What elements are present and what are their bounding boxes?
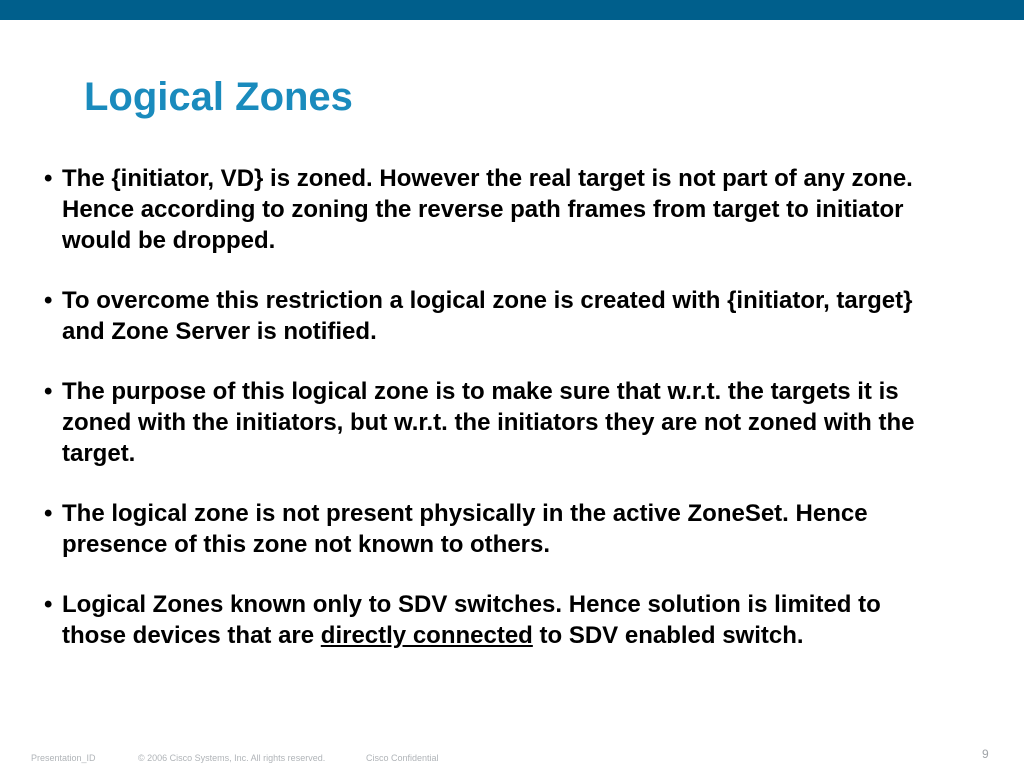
bullet-text: The purpose of this logical zone is to make sure that w.r.t. the targets it is zoned with the initiators, but w.r.t. the initiators they are not zoned with the target. xyxy=(62,378,915,467)
top-band xyxy=(0,0,1024,20)
bullet-item xyxy=(44,589,924,651)
bullet-marker: • xyxy=(44,287,53,314)
bullet-item xyxy=(44,498,924,560)
bullet-text: The {initiator, VD} is zoned. However the real target is not part of any zone. Hence according to zoning the reverse path frames from target to initiator would be dropped. xyxy=(62,165,913,254)
bullet-item xyxy=(44,285,924,347)
bullet-item xyxy=(44,376,924,469)
slide-title: Logical Zones xyxy=(84,75,353,119)
bullet-marker: • xyxy=(44,165,53,192)
bullet-text xyxy=(62,589,924,651)
underlined-phrase: directly connected xyxy=(320,622,533,649)
bullet-text: The logical zone is not present physically in the active ZoneSet. Hence presence of this zone not known to others. xyxy=(62,500,868,558)
bullet-list xyxy=(44,163,924,680)
footer-presentation-id: Presentation_ID xyxy=(31,753,96,763)
bullet-marker: • xyxy=(44,500,53,527)
footer-confidential: Cisco Confidential xyxy=(366,753,439,763)
page-number: 9 xyxy=(982,747,989,761)
bullet-text-segment: to SDV enabled switch. xyxy=(532,622,804,649)
bullet-text: To overcome this restriction a logical zone is created with {initiator, target} and Zone Server is notified. xyxy=(62,287,913,345)
bullet-item xyxy=(44,163,924,256)
footer-copyright: © 2006 Cisco Systems, Inc. All rights reserved. xyxy=(138,753,326,763)
bullet-marker: • xyxy=(44,378,53,405)
bullet-text-segment: Logical Zones known only to SDV switches. Hence solution is limited to those devices that are xyxy=(62,591,881,649)
bullet-marker: • xyxy=(44,591,53,618)
